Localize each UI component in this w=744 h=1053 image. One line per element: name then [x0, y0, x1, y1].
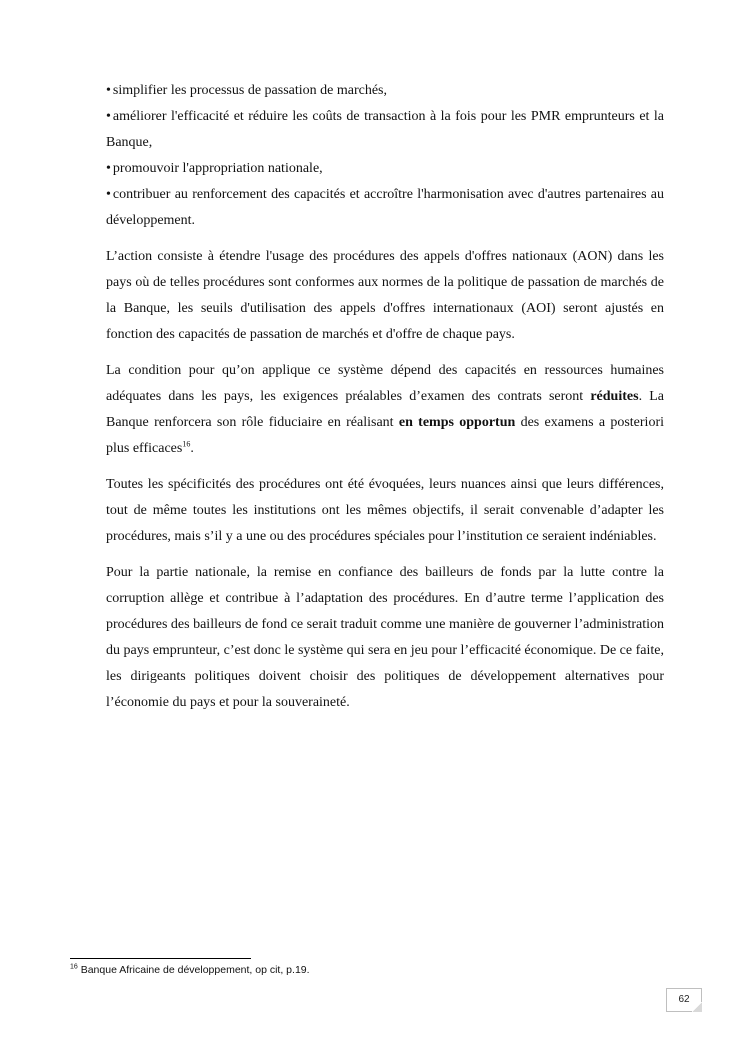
bullet-icon: •: [106, 161, 111, 176]
footnote-text: Banque Africaine de développement, op cit, p.19.: [77, 964, 310, 976]
page-number: [666, 988, 702, 1012]
footnote-reference[interactable]: 16: [182, 439, 191, 449]
paragraph-partie-nationale: Pour la partie nationale, la remise en confiance des bailleurs de fonds par la lutte contre la corruption allège et contribue à l’adaptation des procédures. En d’autre terme l’application des procédures des bailleurs de fond ce serait traduit comme une manière de gouverner l’administration du pays emprunteur, c’est donc le système qui sera en jeu pour l’efficacité économique. De ce faite, les dirigeants politiques doivent choisir des politiques de développement alternatives pour l’économie du pays et pour la souveraineté.: [106, 565, 664, 710]
list-item: • simplifier les processus de passation de marchés,: [106, 83, 387, 98]
list-item: • améliorer l'efficacité et réduire les coûts de transaction à la fois pour les PMR emprunteurs et la Banque,: [106, 109, 664, 150]
list-item: • contribuer au renforcement des capacités et accroître l'harmonisation avec d'autres partenaires au développement.: [106, 187, 664, 228]
bold-text-en-temps-opportun: en temps opportun: [398, 415, 516, 430]
bullet-icon: •: [106, 187, 111, 202]
paragraph-specificites: Toutes les spécificités des procédures ont été évoquées, leurs nuances ainsi que leurs différences, tout de même toutes les institutions ont les mêmes objectifs, il serait convenable d’adapter les procédures, mais s’il y a une ou des procédures spéciales pour l’institution ce seraient indéniables.: [106, 477, 664, 544]
footnote-number: 16: [70, 963, 78, 971]
footnote: [70, 964, 310, 976]
list-item: • promouvoir l'appropriation nationale,: [106, 161, 323, 176]
bullet-icon: •: [106, 109, 111, 124]
bullet-list: [106, 78, 664, 234]
bullet-icon: •: [106, 83, 111, 98]
page-fold-icon: [692, 1002, 702, 1012]
bold-text-reduites: réduites: [590, 389, 639, 404]
paragraph-condition: La condition pour qu’on applique ce système dépend des capacités en ressources humaines adéquates dans les pays, les exigences préalables d’examen des contrats seront réduites. La Banque renforcera son rôle fiduciaire en réalisant en temps opportun des examens a posteriori plus efficaces$^{16}$.: [106, 363, 664, 456]
page-number-label: 62: [678, 994, 690, 1005]
paragraph-action: L’action consiste à étendre l'usage des procédures des appels d'offres nationaux (AON) dans les pays où de telles procédures sont conformes aux normes de la politique de passation de marchés de la Banque, les seuils d'utilisation des appels d'offres internationaux (AOI) seront ajustés en fonction des capacités de passation de marchés et d'offre de chaque pays.: [106, 249, 664, 342]
body-text: [106, 78, 664, 726]
footnote-separator: [70, 958, 251, 959]
